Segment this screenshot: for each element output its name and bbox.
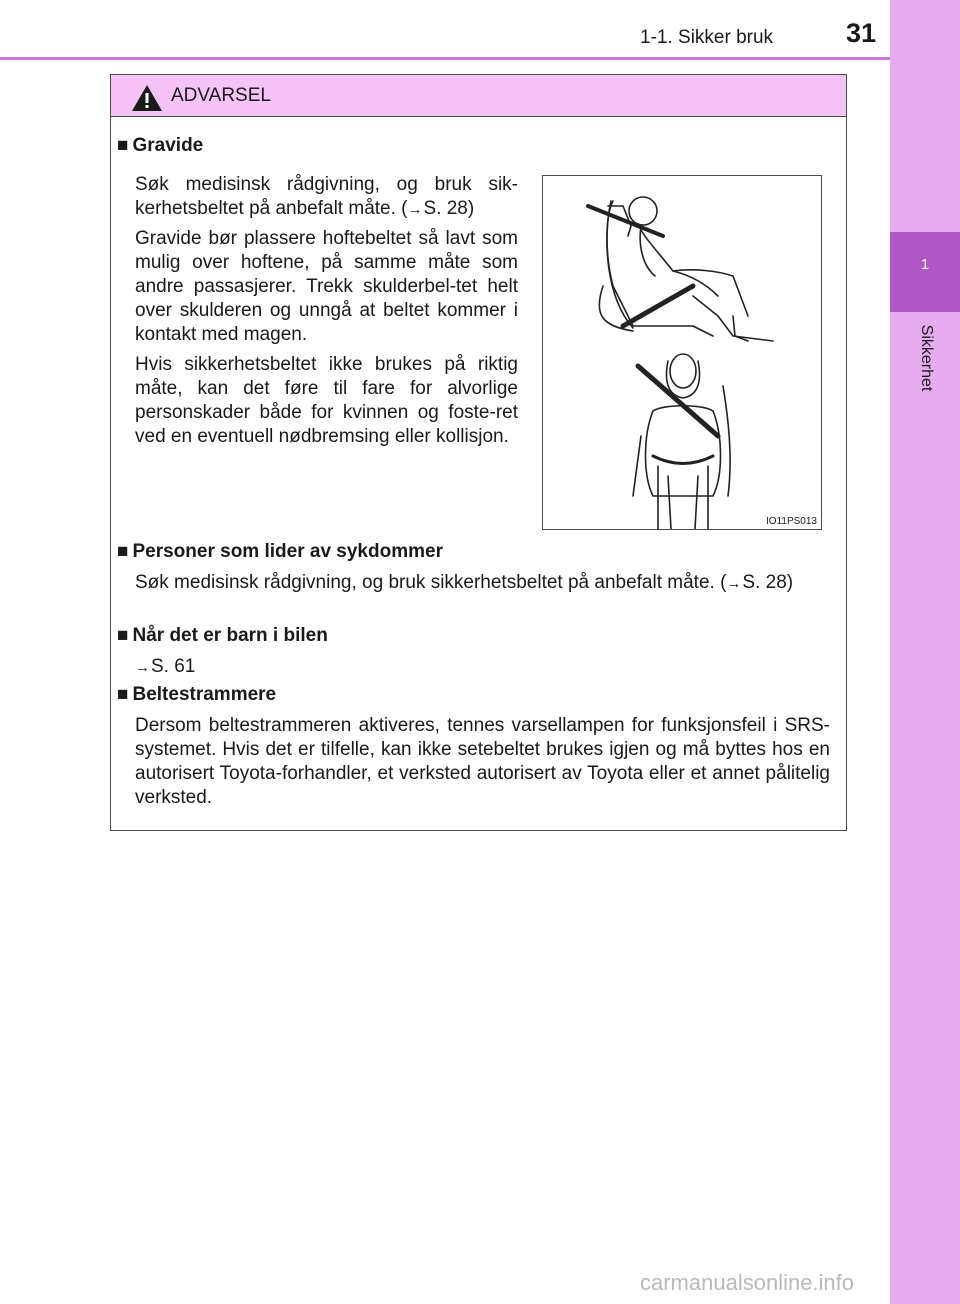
- warning-header: [111, 75, 846, 117]
- section-heading: ■ Når det er barn i bilen: [117, 625, 328, 646]
- paragraph: Gravide bør plassere hoftebeltet så lavt som mulig over hoftene, på samme måte som andre passasjerer. Trekk skulderbel-tet helt over skulderen og unngå at beltet kommer i kontakt med magen.: [135, 228, 518, 345]
- header-section-title: 1-1. Sikker bruk: [640, 27, 774, 48]
- section-heading: ■ Beltestrammere: [117, 684, 277, 705]
- header-divider: [0, 57, 890, 60]
- watermark: carmanualsonline.info: [640, 1270, 855, 1295]
- paragraph: Dersom beltestrammeren aktiveres, tennes varsellampen for funksjonsfeil i SRS-systemet. Hvis det er tilfelle, kan ikke setebeltet brukes igjen og må byttes hos en autorisert Toyota-forhandler, et verksted autorisert av Toyota eller et annet pålitelig verksted.: [135, 715, 830, 808]
- pregnant-woman-illustration: [543, 176, 821, 529]
- figure-pregnant-seatbelt: [542, 175, 822, 530]
- bullet-square-icon: ■: [117, 684, 129, 705]
- arrow-right-icon: →: [407, 201, 423, 218]
- page-number: 31: [845, 18, 876, 48]
- side-tab-number: 1: [920, 256, 930, 273]
- warning-title: ADVARSEL: [171, 85, 271, 106]
- section-heading: ■ Personer som lider av sykdommer: [117, 541, 443, 562]
- paragraph: Hvis sikkerhetsbeltet ikke brukes på riktig måte, kan det føre til fare for alvorlige personskader både for kvinnen og foste-ret ved en eventuell nødbremsing eller kollisjon.: [135, 354, 518, 447]
- bullet-square-icon: ■: [117, 541, 129, 562]
- paragraph: →S. 61: [135, 655, 830, 680]
- side-tab-strip: [890, 0, 960, 1304]
- warning-box: [110, 74, 847, 831]
- arrow-right-icon: →: [135, 659, 150, 676]
- figure-code: IO11PS013: [766, 516, 817, 527]
- section-heading: ■ Gravide: [117, 135, 204, 156]
- warning-triangle-icon: [131, 84, 163, 112]
- side-tab-label: Sikkerhet: [918, 324, 935, 392]
- bullet-square-icon: ■: [117, 625, 129, 646]
- bullet-square-icon: ■: [117, 135, 129, 156]
- paragraph: Søk medisinsk rådgivning, og bruk sik-kerhetsbeltet på anbefalt måte. (→S. 28): [135, 173, 518, 222]
- paragraph: Søk medisinsk rådgivning, og bruk sikkerhetsbeltet på anbefalt måte. (→S. 28): [135, 571, 830, 596]
- arrow-right-icon: →: [726, 575, 742, 592]
